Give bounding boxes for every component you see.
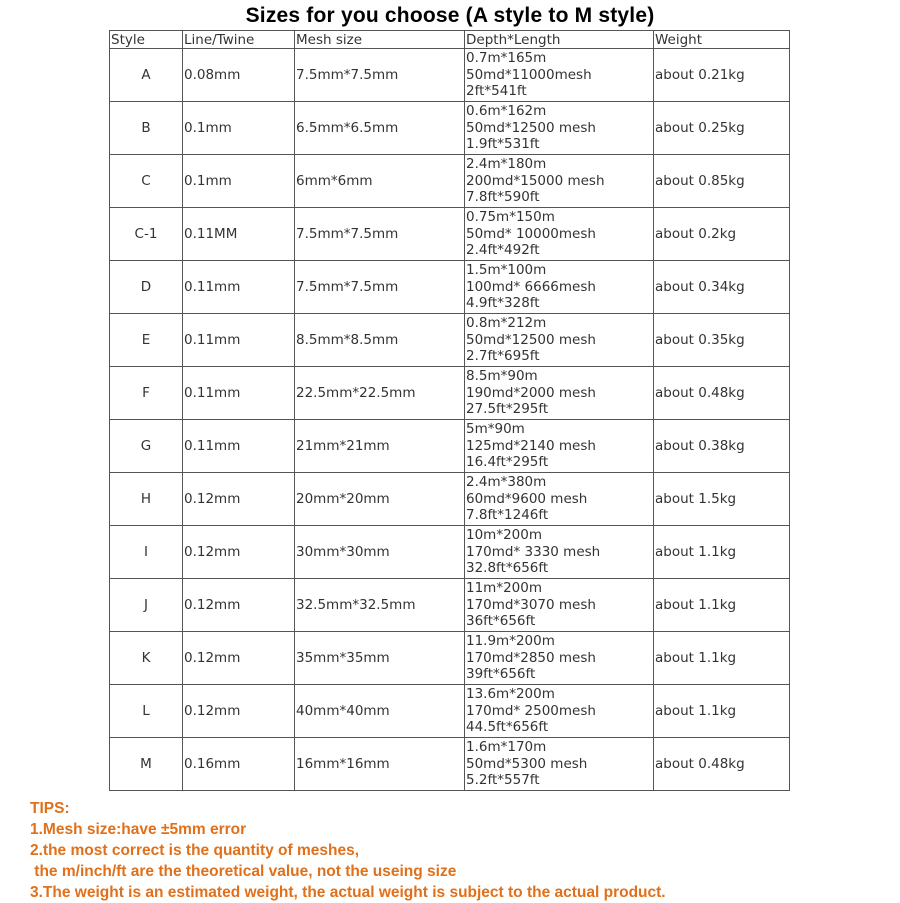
depth-length-line: 7.8ft*590ft [466, 189, 540, 206]
line-twine-cell: 0.16mm [183, 738, 295, 791]
table-row [110, 367, 790, 420]
tips-heading: TIPS: [30, 800, 70, 817]
depth-length-cell [465, 473, 654, 526]
table-row [110, 155, 790, 208]
depth-length-line: 200md*15000 mesh [466, 172, 605, 189]
table-row [110, 261, 790, 314]
table-header-row [110, 31, 790, 49]
mesh-size-cell: 40mm*40mm [295, 685, 465, 738]
column-header-depth-length: Depth*Length [465, 31, 654, 49]
depth-length-line: 0.8m*212m [466, 315, 547, 332]
depth-length-line: 32.8ft*656ft [466, 560, 549, 577]
depth-length-line: 50md*11000mesh [466, 66, 592, 83]
mesh-size-cell: 20mm*20mm [295, 473, 465, 526]
line-twine-cell: 0.11mm [183, 261, 295, 314]
mesh-size-cell: 16mm*16mm [295, 738, 465, 791]
sizes-table [109, 30, 790, 791]
line-twine-cell: 0.11mm [183, 367, 295, 420]
depth-length-line: 27.5ft*295ft [466, 401, 549, 418]
depth-length-cell [465, 367, 654, 420]
depth-length-cell [465, 579, 654, 632]
line-twine-cell: 0.1mm [183, 102, 295, 155]
depth-length-line: 125md*2140 mesh [466, 437, 596, 454]
depth-length-line: 170md* 3330 mesh [466, 543, 601, 560]
depth-length-cell [465, 155, 654, 208]
line-twine-cell: 0.12mm [183, 526, 295, 579]
style-cell: H [110, 473, 183, 526]
depth-length-line: 2.4m*180m [466, 156, 547, 173]
depth-length-line: 1.6m*170m [466, 739, 547, 756]
style-cell: J [110, 579, 183, 632]
depth-length-line: 50md*12500 mesh [466, 331, 596, 348]
style-cell: C-1 [110, 208, 183, 261]
depth-length-line: 44.5ft*656ft [466, 719, 549, 736]
mesh-size-cell: 8.5mm*8.5mm [295, 314, 465, 367]
style-cell: I [110, 526, 183, 579]
depth-length-line: 36ft*656ft [466, 613, 536, 630]
depth-length-cell [465, 261, 654, 314]
mesh-size-cell: 30mm*30mm [295, 526, 465, 579]
style-cell: G [110, 420, 183, 473]
mesh-size-cell: 21mm*21mm [295, 420, 465, 473]
weight-cell: about 0.48kg [654, 367, 790, 420]
weight-cell: about 0.21kg [654, 49, 790, 102]
depth-length-line: 0.6m*162m [466, 103, 547, 120]
table-row [110, 208, 790, 261]
depth-length-line: 8.5m*90m [466, 368, 538, 385]
depth-length-line: 0.7m*165m [466, 50, 547, 67]
weight-cell: about 1.1kg [654, 632, 790, 685]
column-header-mesh-size: Mesh size [295, 31, 465, 49]
weight-cell: about 0.85kg [654, 155, 790, 208]
line-twine-cell: 0.1mm [183, 155, 295, 208]
style-cell: E [110, 314, 183, 367]
column-header-line-twine: Line/Twine [183, 31, 295, 49]
depth-length-line: 5m*90m [466, 421, 525, 438]
mesh-size-cell: 32.5mm*32.5mm [295, 579, 465, 632]
depth-length-cell [465, 49, 654, 102]
depth-length-line: 50md* 10000mesh [466, 225, 596, 242]
weight-cell: about 1.1kg [654, 579, 790, 632]
depth-length-line: 190md*2000 mesh [466, 384, 596, 401]
depth-length-line: 10m*200m [466, 527, 542, 544]
weight-cell: about 0.2kg [654, 208, 790, 261]
mesh-size-cell: 7.5mm*7.5mm [295, 208, 465, 261]
line-twine-cell: 0.11MM [183, 208, 295, 261]
depth-length-line: 50md*5300 mesh [466, 755, 588, 772]
table-row [110, 49, 790, 102]
style-cell: M [110, 738, 183, 791]
mesh-size-cell: 35mm*35mm [295, 632, 465, 685]
mesh-size-cell: 22.5mm*22.5mm [295, 367, 465, 420]
mesh-size-cell: 6mm*6mm [295, 155, 465, 208]
style-cell: D [110, 261, 183, 314]
weight-cell: about 0.48kg [654, 738, 790, 791]
table-row [110, 738, 790, 791]
depth-length-line: 11.9m*200m [466, 633, 555, 650]
weight-cell: about 1.1kg [654, 526, 790, 579]
depth-length-line: 2.4ft*492ft [466, 242, 540, 259]
weight-cell: about 1.5kg [654, 473, 790, 526]
depth-length-cell [465, 738, 654, 791]
depth-length-line: 5.2ft*557ft [466, 772, 540, 789]
table-row [110, 632, 790, 685]
depth-length-line: 100md* 6666mesh [466, 278, 596, 295]
weight-cell: about 0.38kg [654, 420, 790, 473]
column-header-weight: Weight [654, 31, 790, 49]
depth-length-line: 1.5m*100m [466, 262, 547, 279]
column-header-style: Style [110, 31, 183, 49]
table-row [110, 579, 790, 632]
tips-section [30, 798, 666, 903]
depth-length-cell [465, 420, 654, 473]
depth-length-cell [465, 685, 654, 738]
depth-length-cell [465, 208, 654, 261]
depth-length-line: 16.4ft*295ft [466, 454, 549, 471]
line-twine-cell: 0.08mm [183, 49, 295, 102]
style-cell: A [110, 49, 183, 102]
mesh-size-cell: 7.5mm*7.5mm [295, 261, 465, 314]
depth-length-cell [465, 102, 654, 155]
depth-length-line: 170md* 2500mesh [466, 702, 596, 719]
line-twine-cell: 0.11mm [183, 420, 295, 473]
mesh-size-cell: 7.5mm*7.5mm [295, 49, 465, 102]
style-cell: K [110, 632, 183, 685]
depth-length-line: 2ft*541ft [466, 83, 527, 100]
weight-cell: about 0.25kg [654, 102, 790, 155]
depth-length-line: 50md*12500 mesh [466, 119, 596, 136]
line-twine-cell: 0.11mm [183, 314, 295, 367]
table-row [110, 526, 790, 579]
depth-length-line: 0.75m*150m [466, 209, 555, 226]
line-twine-cell: 0.12mm [183, 473, 295, 526]
depth-length-line: 60md*9600 mesh [466, 490, 588, 507]
depth-length-line: 4.9ft*328ft [466, 295, 540, 312]
tip-line: 1.Mesh size:have ±5mm error [30, 821, 247, 838]
depth-length-line: 11m*200m [466, 580, 542, 597]
depth-length-line: 170md*2850 mesh [466, 649, 596, 666]
style-cell: B [110, 102, 183, 155]
depth-length-cell [465, 632, 654, 685]
depth-length-line: 1.9ft*531ft [466, 136, 540, 153]
table-row [110, 420, 790, 473]
style-cell: L [110, 685, 183, 738]
table-row [110, 314, 790, 367]
tip-line: 2.the most correct is the quantity of meshes, [30, 842, 360, 859]
depth-length-cell [465, 526, 654, 579]
table-body [110, 49, 790, 791]
weight-cell: about 0.34kg [654, 261, 790, 314]
table-row [110, 473, 790, 526]
depth-length-line: 170md*3070 mesh [466, 596, 596, 613]
depth-length-line: 7.8ft*1246ft [466, 507, 549, 524]
weight-cell: about 0.35kg [654, 314, 790, 367]
page-title: Sizes for you choose (A style to M style) [245, 4, 655, 27]
depth-length-line: 13.6m*200m [466, 686, 555, 703]
weight-cell: about 1.1kg [654, 685, 790, 738]
mesh-size-cell: 6.5mm*6.5mm [295, 102, 465, 155]
line-twine-cell: 0.12mm [183, 685, 295, 738]
table-row [110, 102, 790, 155]
depth-length-line: 2.4m*380m [466, 474, 547, 491]
tip-line: the m/inch/ft are the theoretical value, not the useing size [30, 863, 457, 880]
line-twine-cell: 0.12mm [183, 632, 295, 685]
line-twine-cell: 0.12mm [183, 579, 295, 632]
depth-length-line: 39ft*656ft [466, 666, 536, 683]
depth-length-cell [465, 314, 654, 367]
style-cell: F [110, 367, 183, 420]
tip-line: 3.The weight is an estimated weight, the actual weight is subject to the actual product. [30, 884, 666, 901]
style-cell: C [110, 155, 183, 208]
table-row [110, 685, 790, 738]
depth-length-line: 2.7ft*695ft [466, 348, 540, 365]
